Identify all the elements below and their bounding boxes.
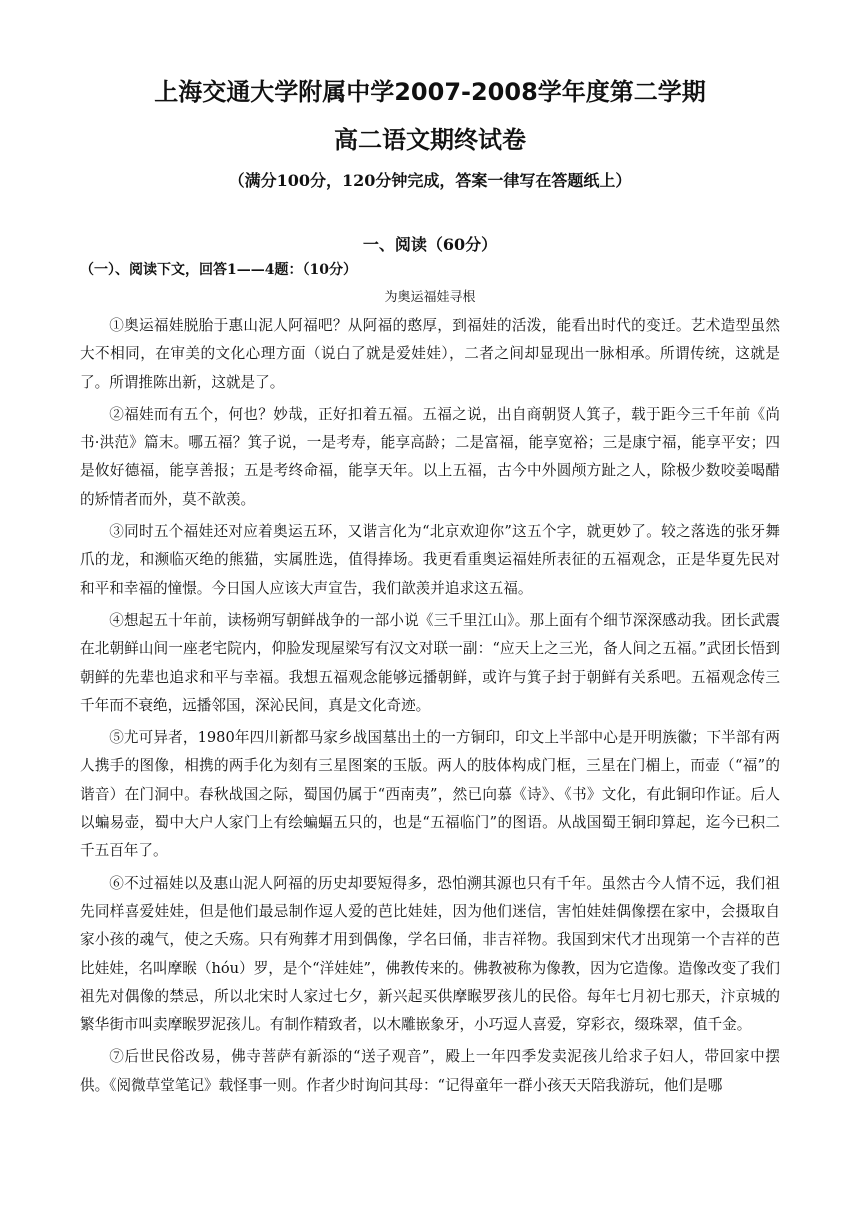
exam-title-school: 上海交通大学附属中学2007-2008学年度第二学期 (154, 78, 706, 106)
article-title: 为奥运福娃寻根 (384, 290, 476, 305)
exam-instructions: （满分100分，120分钟完成，答案一律写在答题纸上） (228, 171, 632, 190)
article-paragraph-2: ②福娃而有五个，何也？妙哉，正好扣着五福。五福之说，出自商朝贤人箕子，载于距今三千年前《尚书·洪范》篇末。哪五福？箕子说，一是考寿，能享高龄；二是富福，能享宽裕；三是康宁福，能享平安；四是攸好德福，能享善报；五是考终命福，能享天年。以上五福，古今中外圆颅方趾之人，除极少数咬姜喝醋的矫情者而外，莫不歆羡。 (80, 405, 780, 508)
article-paragraph-6: ⑥不过福娃以及惠山泥人阿福的历史却要短得多，恐怕溯其源也只有千年。虽然古今人情不远，我们祖先同样喜爱娃娃，但是他们最忌制作逗人爱的芭比娃娃，因为他们迷信，害怕娃娃偶像摆在家中，会摄取自家小孩的魂气，使之夭殇。只有殉葬才用到偶像，学名曰俑，非吉祥物。我国到宋代才出现第一个吉祥的芭比娃娃，名叫摩睺（hóu）罗，是个“洋娃娃”，佛教传来的。佛教被称为像教，因为它造像。造像改变了我们祖先对偶像的禁忌，所以北宋时人家过七夕，新兴起买供摩睺罗孩儿的民俗。每年七月初七那天，汴京城的繁华街市叫卖摩睺罗泥孩儿。有制作精致者，以木雕嵌象牙，小巧逗人喜爱，穿彩衣，缀珠翠，值千金。 (80, 874, 780, 1034)
article-paragraph-4: ④想起五十年前，读杨朔写朝鲜战争的一部小说《三千里江山》。那上面有个细节深深感动我。团长武震在北朝鲜山间一座老宅院内，仰脸发现屋梁写有汉文对联一副：“应天上之三光，备人间之五福。”武团长悟到朝鲜的先辈也追求和平与幸福。我想五福观念能够远播朝鲜，或许与箕子封于朝鲜有关系吧。五福观念传三千年而不衰绝，远播邻国，深沁民间，真是文化奇迹。 (80, 611, 780, 714)
subsection-heading: （一）、阅读下文，回答1——4题：（10分） (80, 262, 357, 278)
section-heading-reading: 一、阅读（60分） (362, 235, 498, 254)
exam-title-paper: 高二语文期终试卷 (334, 126, 526, 154)
article-paragraph-5: ⑤尤可异者，1980年四川新都马家乡战国墓出土的一方铜印，印文上半部中心是开明族徽；下半部有两人携手的图像，相携的两手化为刻有三星图案的玉版。两人的肢体构成门框，三星在门楣上，而壶（“福”的谐音）在门洞中。春秋战国之际，蜀国仍属于“西南夷”，然已向慕《诗》、《书》文化，有此铜印作证。后人以蝙易壶，蜀中大户人家门上有绘蝙蝠五只的，也是“五福临门”的图语。从战国蜀王铜印算起，迄今已积二千五百年了。 (80, 729, 780, 860)
article-paragraph-1: ①奥运福娃脱胎于惠山泥人阿福吧？从阿福的憨厚，到福娃的活泼，能看出时代的变迁。艺术造型虽然大不相同，在审美的文化心理方面（说白了就是爱娃娃），二者之间却显现出一脉相承。所谓传统，这就是了。所谓推陈出新，这就是了。 (80, 317, 780, 391)
article-paragraph-7: ⑦后世民俗改易，佛寺菩萨有新添的“送子观音”，殿上一年四季发卖泥孩儿给求子妇人，带回家中摆供。《阅微草堂笔记》载怪事一则。作者少时询问其母：“记得童年一群小孩天天陪我游玩，他们是哪 (80, 1048, 780, 1094)
article-paragraph-3: ③同时五个福娃还对应着奥运五环，又谐言化为“北京欢迎你”这五个字，就更妙了。较之落选的张牙舞爪的龙，和濒临灭绝的熊猫，实属胜选，值得捧场。我更看重奥运福娃所表征的五福观念，正是华夏先民对和平和幸福的憧憬。今日国人应该大声宣告，我们歆羡并追求这五福。 (80, 523, 780, 597)
